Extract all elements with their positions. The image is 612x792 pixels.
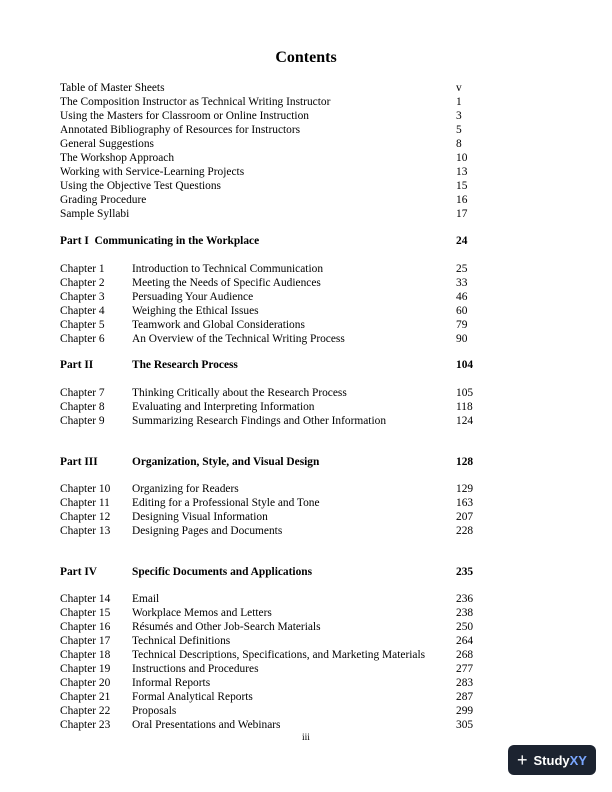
toc-entry[interactable]: Table of Master Sheets v [60,82,462,94]
part-heading[interactable] [0,455,612,469]
chapter-entry[interactable]: Chapter 10 Organizing for Readers 129 [60,483,474,495]
toc-entry[interactable]: General Suggestions 8 [60,138,462,150]
toc-entry[interactable]: The Composition Instructor as Technical Writing Instructor 1 [60,96,462,108]
chapter-entry[interactable]: Chapter 16 Résumés and Other Job-Search Materials 250 [60,621,474,633]
page-number: iii [302,733,310,743]
part-number: Part I [60,235,89,247]
toc-entry[interactable]: Annotated Bibliography of Resources for Instructors 5 [60,124,462,136]
chapter-entry[interactable]: Chapter 15 Workplace Memos and Letters 238 [60,607,474,619]
chapter-entry[interactable]: Chapter 19 Instructions and Procedures 277 [60,663,474,675]
toc-entry[interactable]: Working with Service-Learning Projects 13 [60,166,468,178]
toc-entry[interactable]: Grading Procedure 16 [60,194,468,206]
part-title: Specific Documents and Applications [132,566,313,578]
studyxy-badge[interactable] [508,745,596,775]
part-heading[interactable] [0,565,612,579]
part-number: Part III [60,456,98,468]
toc-entry[interactable]: Sample Syllabi 17 [60,208,468,220]
chapter-entry[interactable]: Chapter 8 Evaluating and Interpreting Information 118 [60,401,473,413]
part-page: 128 [456,456,474,468]
chapter-entry[interactable]: Chapter 20 Informal Reports 283 [60,677,474,689]
chapter-entry[interactable]: Chapter 18 Technical Descriptions, Specifications, and Marketing Materials 268 [60,649,474,661]
toc-entry[interactable]: The Workshop Approach 10 [60,152,468,164]
chapter-entry[interactable]: Chapter 1 Introduction to Technical Communication 25 [60,263,468,275]
part-title: Communicating in the Workplace [94,235,260,247]
part-page: 24 [456,235,468,247]
chapter-entry[interactable]: Chapter 12 Designing Visual Information 207 [60,511,474,523]
part-page: 235 [456,566,474,578]
toc-entry[interactable]: Using the Masters for Classroom or Online Instruction 3 [60,110,462,122]
part-number: Part IV [60,566,98,578]
chapter-entry[interactable]: Chapter 17 Technical Definitions 264 [60,635,474,647]
part-number: Part II [60,359,94,371]
badge-brand: StudyXY [533,752,587,768]
chapter-entry[interactable]: Chapter 13 Designing Pages and Documents 228 [60,525,474,537]
chapter-entry[interactable]: Chapter 22 Proposals 299 [60,705,474,717]
plus-icon: + [517,750,528,770]
chapter-entry[interactable]: Chapter 11 Editing for a Professional Style and Tone 163 [60,497,474,509]
chapter-entry[interactable]: Chapter 9 Summarizing Research Findings and Other Information 124 [60,415,474,427]
chapter-entry[interactable]: Chapter 14 Email 236 [60,593,474,605]
part-heading[interactable] [0,358,612,372]
chapter-entry[interactable]: Chapter 23 Oral Presentations and Webinars 305 [60,719,474,731]
page-title: Contents [275,49,337,66]
chapter-entry[interactable]: Chapter 5 Teamwork and Global Considerations 79 [60,319,468,331]
chapter-entry[interactable]: Chapter 6 An Overview of the Technical Writing Process 90 [60,333,468,345]
chapter-entry[interactable]: Chapter 21 Formal Analytical Reports 287 [60,691,474,703]
part-heading[interactable] [0,234,612,248]
chapter-entry[interactable]: Chapter 2 Meeting the Needs of Specific Audiences 33 [60,277,468,289]
part-title: The Research Process [132,359,238,371]
toc-entry[interactable]: Using the Objective Test Questions 15 [60,180,468,192]
chapter-entry[interactable]: Chapter 7 Thinking Critically about the Research Process 105 [60,387,474,399]
chapter-entry[interactable]: Chapter 3 Persuading Your Audience 46 [60,291,468,303]
part-title: Organization, Style, and Visual Design [132,456,320,468]
part-page: 104 [456,359,474,371]
chapter-entry[interactable]: Chapter 4 Weighing the Ethical Issues 60 [60,305,468,317]
